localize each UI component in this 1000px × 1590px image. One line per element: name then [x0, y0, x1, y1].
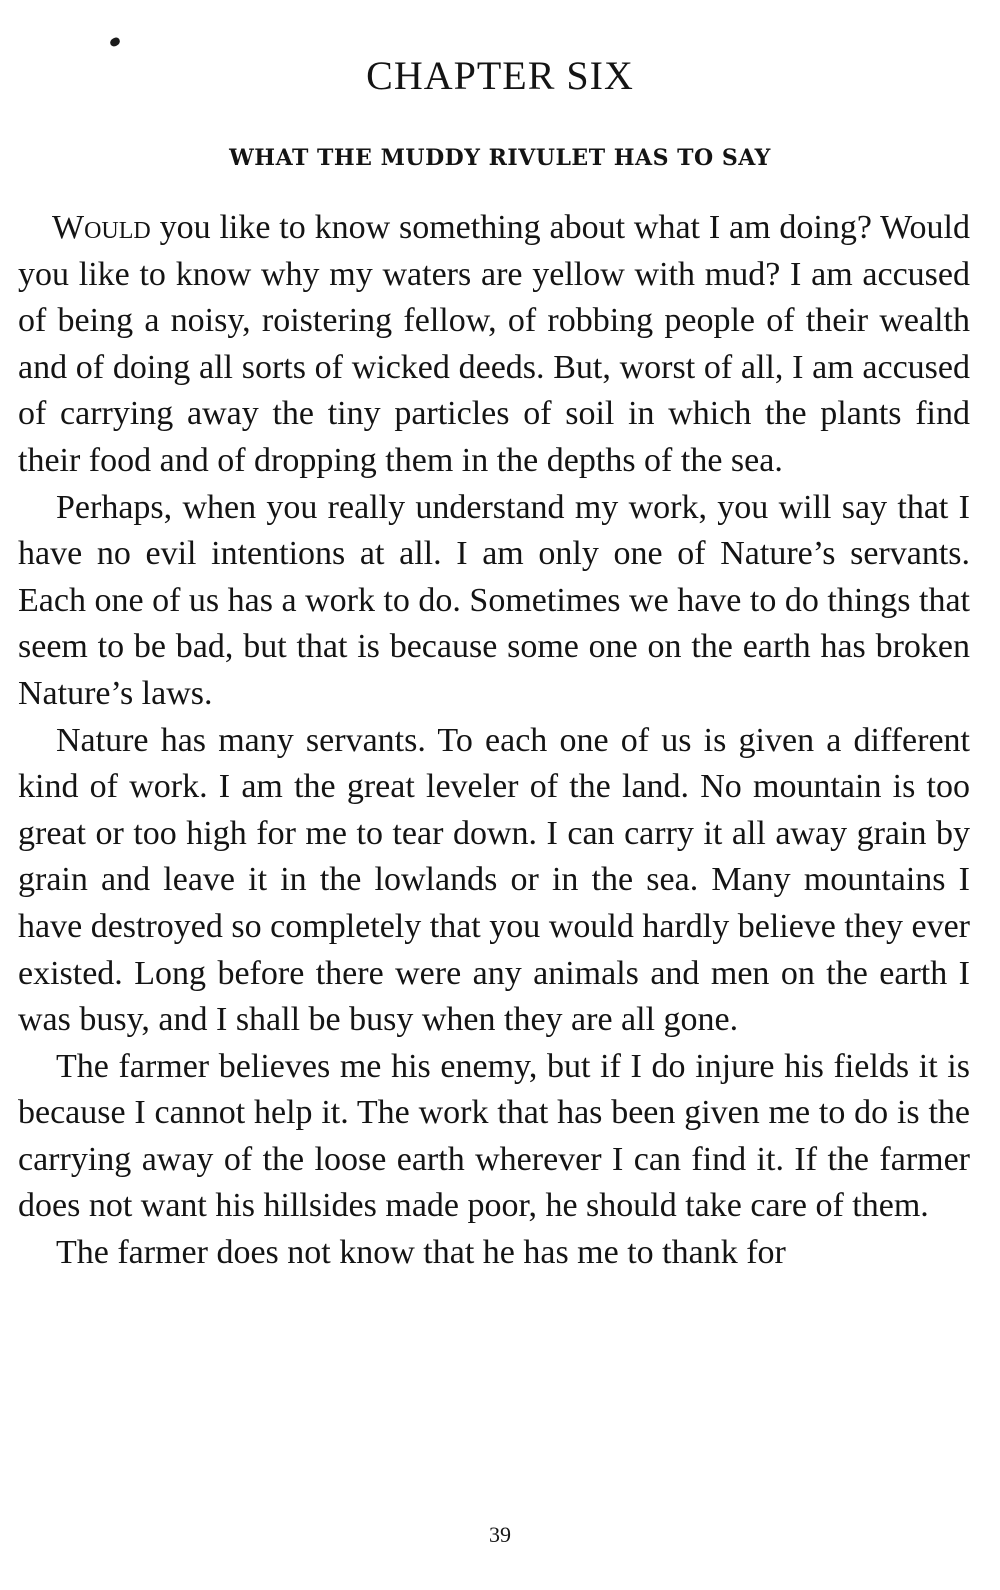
paragraph-1: [18, 205, 970, 485]
paragraph-1-text: you like to know something about what I am doing? Would you like to know why my waters are yellow with mud? I am accused of being a noisy, roistering fellow, of robbing people of their wealth and of doing all sorts of wicked deeds. But, worst of all, I am accused of carrying away the tiny particles of soil in which the plants find their food and of dropping them in the depths of the sea.: [18, 209, 970, 479]
paragraph-3: Nature has many servants. To each one of us is given a different kind of work. I am the great leveler of the land. No mountain is too great or too high for me to tear down. I can carry it all away grain by grain and leave it in the lowlands or in the sea. Many mountains I have destroyed so completely that you would hardly believe they ever existed. Long before there were any animals and men on the earth I was busy, and I shall be busy when they are all gone.: [18, 721, 970, 1039]
ink-speck: [109, 36, 121, 47]
paragraph-2: Perhaps, when you really understand my work, you will say that I have no evil intentions at all. I am only one of Nature’s servants. Each one of us has a work to do. Sometimes we have to do things that seem to be bad, but that is because some one on the earth has broken Nature’s laws.: [18, 488, 970, 712]
chapter-title: WHAT THE MUDDY RIVULET HAS TO SAY: [229, 145, 771, 171]
page-number: 39: [489, 1522, 511, 1547]
chapter-heading: CHAPTER SIX: [366, 53, 634, 98]
paragraph-4: The farmer believes me his enemy, but if I do injure his fields it is because I cannot help it. The work that has been given me to do is the carrying away of the loose earth wherever I can find it. If the farmer does not want his hillsides made poor, he should take care of them.: [18, 1047, 970, 1225]
paragraph-1-lead-word: Would: [52, 209, 151, 246]
paragraph-5: The farmer does not know that he has me to thank for: [56, 1234, 786, 1272]
body-text: [18, 205, 970, 1277]
